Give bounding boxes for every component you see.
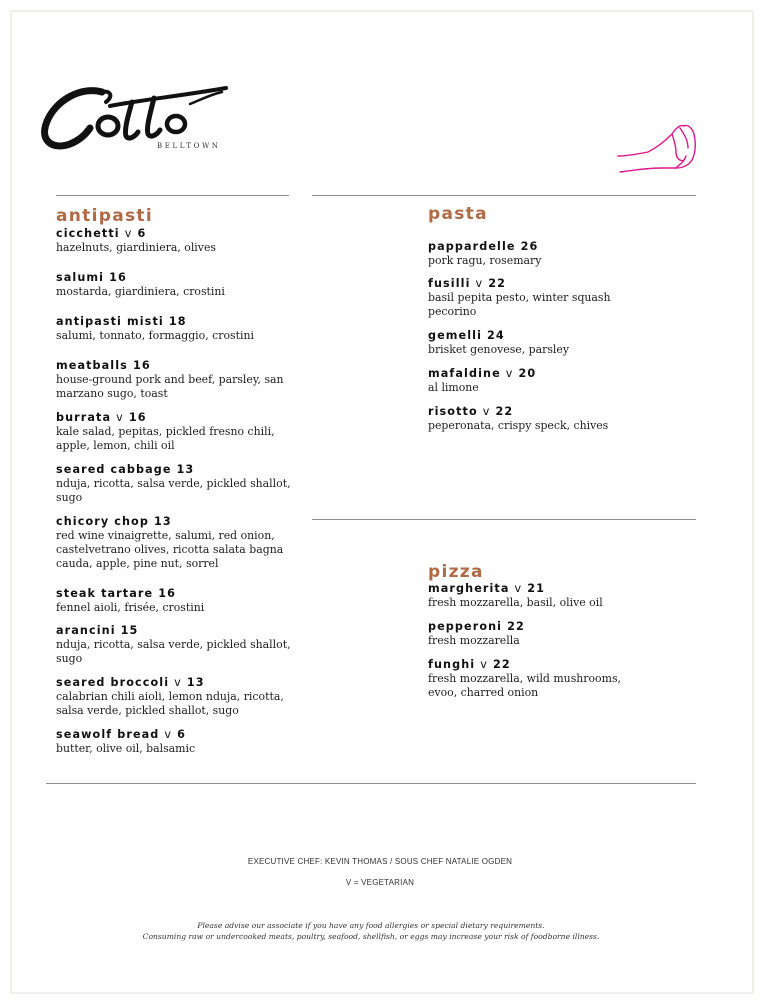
- item-description: butter, olive oil, balsamic: [56, 742, 196, 755]
- menu-item: [56, 463, 311, 505]
- menu-item: [56, 515, 311, 572]
- menu-item: [56, 728, 311, 756]
- menu-item: [56, 411, 311, 453]
- logo-location: BELLTOWN: [157, 142, 221, 150]
- pizza-title: pizza: [428, 562, 484, 582]
- pasta-title: pasta: [428, 204, 488, 224]
- menu-item: [428, 658, 683, 700]
- item-description: pork ragu, rosemary: [428, 254, 542, 267]
- menu-item: [428, 277, 683, 319]
- item-description: red wine vinaigrette, salumi, red onion, castelvetrano olives, ricotta salata bagna cauda, apple, pine nut, sorrel: [56, 529, 284, 571]
- menu-item: [56, 227, 311, 255]
- menu-item: [56, 587, 311, 615]
- item-name: seared cabbage 13: [56, 463, 195, 476]
- rule-right-top: [312, 195, 696, 196]
- item-name: salumi 16: [56, 271, 127, 284]
- item-description: al limone: [428, 381, 479, 394]
- item-description: calabrian chili aioli, lemon nduja, ricotta, salsa verde, pickled shallot, sugo: [56, 690, 284, 718]
- item-name: pepperoni 22: [428, 620, 525, 633]
- item-description: mostarda, giardiniera, crostini: [56, 285, 225, 298]
- item-name: mafaldine v 20: [428, 367, 537, 380]
- item-description: nduja, ricotta, salsa verde, pickled shallot, sugo: [56, 638, 291, 666]
- menu-item: [428, 405, 683, 433]
- item-description: kale salad, pepitas, pickled fresno chili, apple, lemon, chili oil: [56, 425, 275, 453]
- menu-item: [56, 359, 311, 401]
- item-name: arancini 15: [56, 624, 139, 637]
- menu-item: [428, 329, 683, 357]
- item-name: margherita v 21: [428, 582, 546, 595]
- item-name: antipasti misti 18: [56, 315, 187, 328]
- allergy-disclaimer: Please advise our associate if you have any food allergies or special dietary requirements.: [197, 921, 545, 930]
- item-description: fresh mozzarella: [428, 634, 520, 647]
- menu-item: [428, 240, 683, 268]
- foodborne-illness-disclaimer: Consuming raw or undercooked meats, poultry, seafood, shellfish, or eggs may increase your risk of foodborne illness.: [142, 932, 600, 941]
- item-name: fusilli v 22: [428, 277, 507, 290]
- item-description: peperonata, crispy speck, chives: [428, 419, 609, 432]
- pinched-fingers-hand-icon: [614, 118, 704, 180]
- menu-item: [56, 271, 311, 299]
- menu-item: [56, 315, 311, 343]
- item-description: fennel aioli, frisée, crostini: [56, 601, 205, 614]
- vegetarian-legend: V = VEGETARIAN: [345, 878, 415, 887]
- rule-right-middle: [312, 519, 696, 520]
- item-description: hazelnuts, giardiniera, olives: [56, 241, 216, 254]
- menu-item: [56, 676, 311, 718]
- item-description: fresh mozzarella, wild mushrooms, evoo, charred onion: [428, 672, 621, 700]
- item-name: meatballs 16: [56, 359, 151, 372]
- item-description: house-ground pork and beef, parsley, san marzano sugo, toast: [56, 373, 284, 401]
- item-description: brisket genovese, parsley: [428, 343, 570, 356]
- item-name: burrata v 16: [56, 411, 147, 424]
- item-name: gemelli 24: [428, 329, 505, 342]
- menu-item: [428, 367, 683, 395]
- menu-item: [428, 582, 683, 610]
- item-name: cicchetti v 6: [56, 227, 147, 240]
- antipasti-title: antipasti: [56, 206, 153, 226]
- item-name: pappardelle 26: [428, 240, 539, 253]
- menu-item: [56, 624, 311, 666]
- rule-bottom: [46, 783, 696, 784]
- item-name: seared broccoli v 13: [56, 676, 205, 689]
- item-name: seawolf bread v 6: [56, 728, 187, 741]
- item-name: steak tartare 16: [56, 587, 176, 600]
- item-name: risotto v 22: [428, 405, 514, 418]
- item-name: funghi v 22: [428, 658, 511, 671]
- item-description: salumi, tonnato, formaggio, crostini: [56, 329, 254, 342]
- item-name: chicory chop 13: [56, 515, 172, 528]
- chef-credits: EXECUTIVE CHEF: KEVIN THOMAS / SOUS CHEF NATALIE OGDEN: [247, 857, 513, 866]
- item-description: fresh mozzarella, basil, olive oil: [428, 596, 603, 609]
- rule-left-top: [56, 195, 289, 196]
- item-description: nduja, ricotta, salsa verde, pickled shallot, sugo: [56, 477, 291, 505]
- item-description: basil pepita pesto, winter squash pecorino: [428, 291, 611, 319]
- menu-item: [428, 620, 683, 648]
